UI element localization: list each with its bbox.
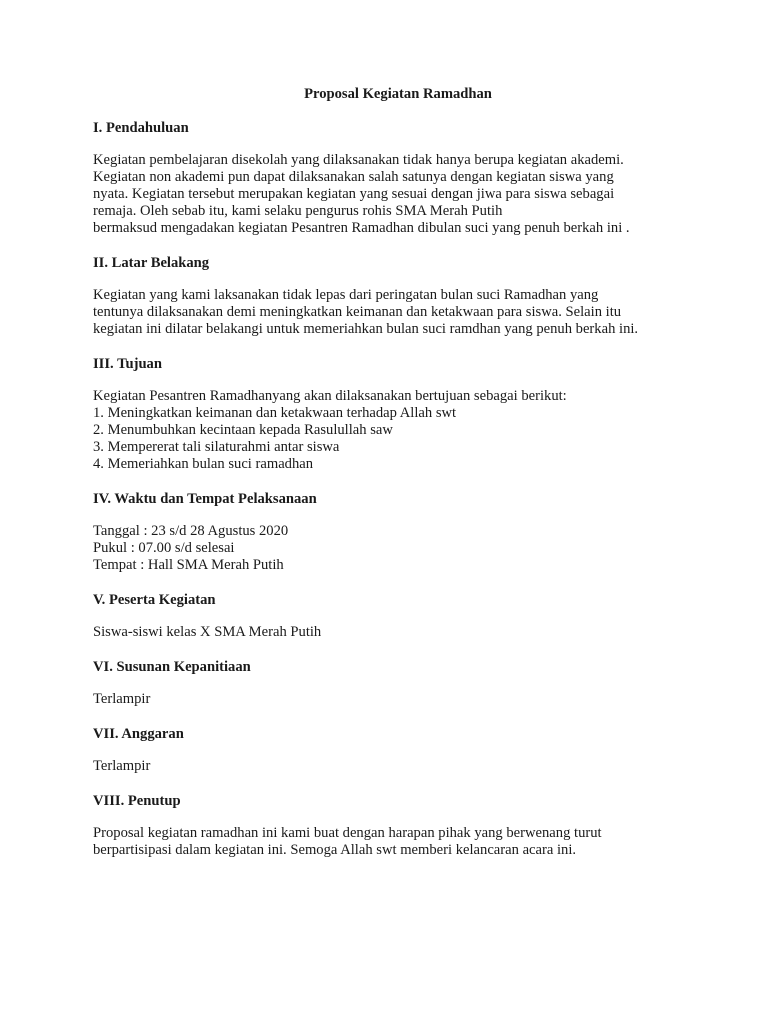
paragraph-line: Kegiatan yang kami laksanakan tidak lepas dari peringatan bulan suci Ramadhan yang xyxy=(93,287,599,303)
section-paragraph xyxy=(93,388,693,473)
list-item: 3. Mempererat tali silaturahmi antar siswa xyxy=(93,439,340,455)
section-pendahuluan xyxy=(93,118,693,237)
section-latar-belakang xyxy=(93,253,693,338)
section-heading: V. Peserta Kegiatan xyxy=(93,592,216,608)
section-paragraph xyxy=(93,624,693,641)
section-susunan-kepanitiaan xyxy=(93,657,693,708)
paragraph-line: Kegiatan Pesantren Ramadhanyang akan dilaksanakan bertujuan sebagai berikut: xyxy=(93,388,567,404)
section-paragraph xyxy=(93,825,693,859)
section-tujuan xyxy=(93,354,693,473)
time-line: Pukul : 07.00 s/d selesai xyxy=(93,540,235,556)
paragraph-line: tentunya dilaksanakan demi meningkatkan keimanan dan ketakwaan para siswa. Selain itu xyxy=(93,304,622,320)
paragraph-line: kegiatan ini dilatar belakangi untuk memeriahkan bulan suci ramdhan yang penuh berkah ini. xyxy=(93,321,639,337)
section-waktu-tempat xyxy=(93,489,693,574)
date-line: Tanggal : 23 s/d 28 Agustus 2020 xyxy=(93,523,289,539)
paragraph-line: nyata. Kegiatan tersebut merupakan kegiatan yang sesuai dengan jiwa para siswa sebagai xyxy=(93,186,615,202)
paragraph-line: Terlampir xyxy=(93,691,151,707)
section-heading: IV. Waktu dan Tempat Pelaksanaan xyxy=(93,491,317,507)
section-paragraph xyxy=(93,152,693,237)
section-anggaran xyxy=(93,724,693,775)
section-heading: VII. Anggaran xyxy=(93,726,184,742)
paragraph-line: Proposal kegiatan ramadhan ini kami buat dengan harapan pihak yang berwenang turut xyxy=(93,825,602,841)
list-item: 4. Memeriahkan bulan suci ramadhan xyxy=(93,456,314,472)
section-heading: VI. Susunan Kepanitiaan xyxy=(93,659,251,675)
paragraph-line: berpartisipasi dalam kegiatan ini. Semoga Allah swt memberi kelancaran acara ini. xyxy=(93,842,577,858)
paragraph-line: Kegiatan pembelajaran disekolah yang dilaksanakan tidak hanya berupa kegiatan akademi. xyxy=(93,152,624,168)
place-line: Tempat : Hall SMA Merah Putih xyxy=(93,557,284,573)
paragraph-line: Siswa-siswi kelas X SMA Merah Putih xyxy=(93,624,322,640)
section-paragraph xyxy=(93,691,693,708)
section-paragraph xyxy=(93,758,693,775)
section-paragraph xyxy=(93,287,693,338)
document-page xyxy=(93,84,693,859)
section-penutup xyxy=(93,791,693,859)
paragraph-line: remaja. Oleh sebab itu, kami selaku pengurus rohis SMA Merah Putih xyxy=(93,203,503,219)
section-heading: III. Tujuan xyxy=(93,356,162,372)
section-heading: I. Pendahuluan xyxy=(93,120,189,136)
paragraph-line: bermaksud mengadakan kegiatan Pesantren Ramadhan dibulan suci yang penuh berkah ini . xyxy=(93,220,630,236)
paragraph-line: Kegiatan non akademi pun dapat dilaksanakan salah satunya dengan kegiatan siswa yang xyxy=(93,169,614,185)
section-paragraph xyxy=(93,523,693,574)
section-peserta xyxy=(93,590,693,641)
section-heading: II. Latar Belakang xyxy=(93,255,210,271)
paragraph-line: Terlampir xyxy=(93,758,151,774)
list-item: 2. Menumbuhkan kecintaan kepada Rasulullah saw xyxy=(93,422,393,438)
list-item: 1. Meningkatkan keimanan dan ketakwaan terhadap Allah swt xyxy=(93,405,457,421)
section-heading: VIII. Penutup xyxy=(93,793,181,809)
document-title: Proposal Kegiatan Ramadhan xyxy=(304,86,492,102)
